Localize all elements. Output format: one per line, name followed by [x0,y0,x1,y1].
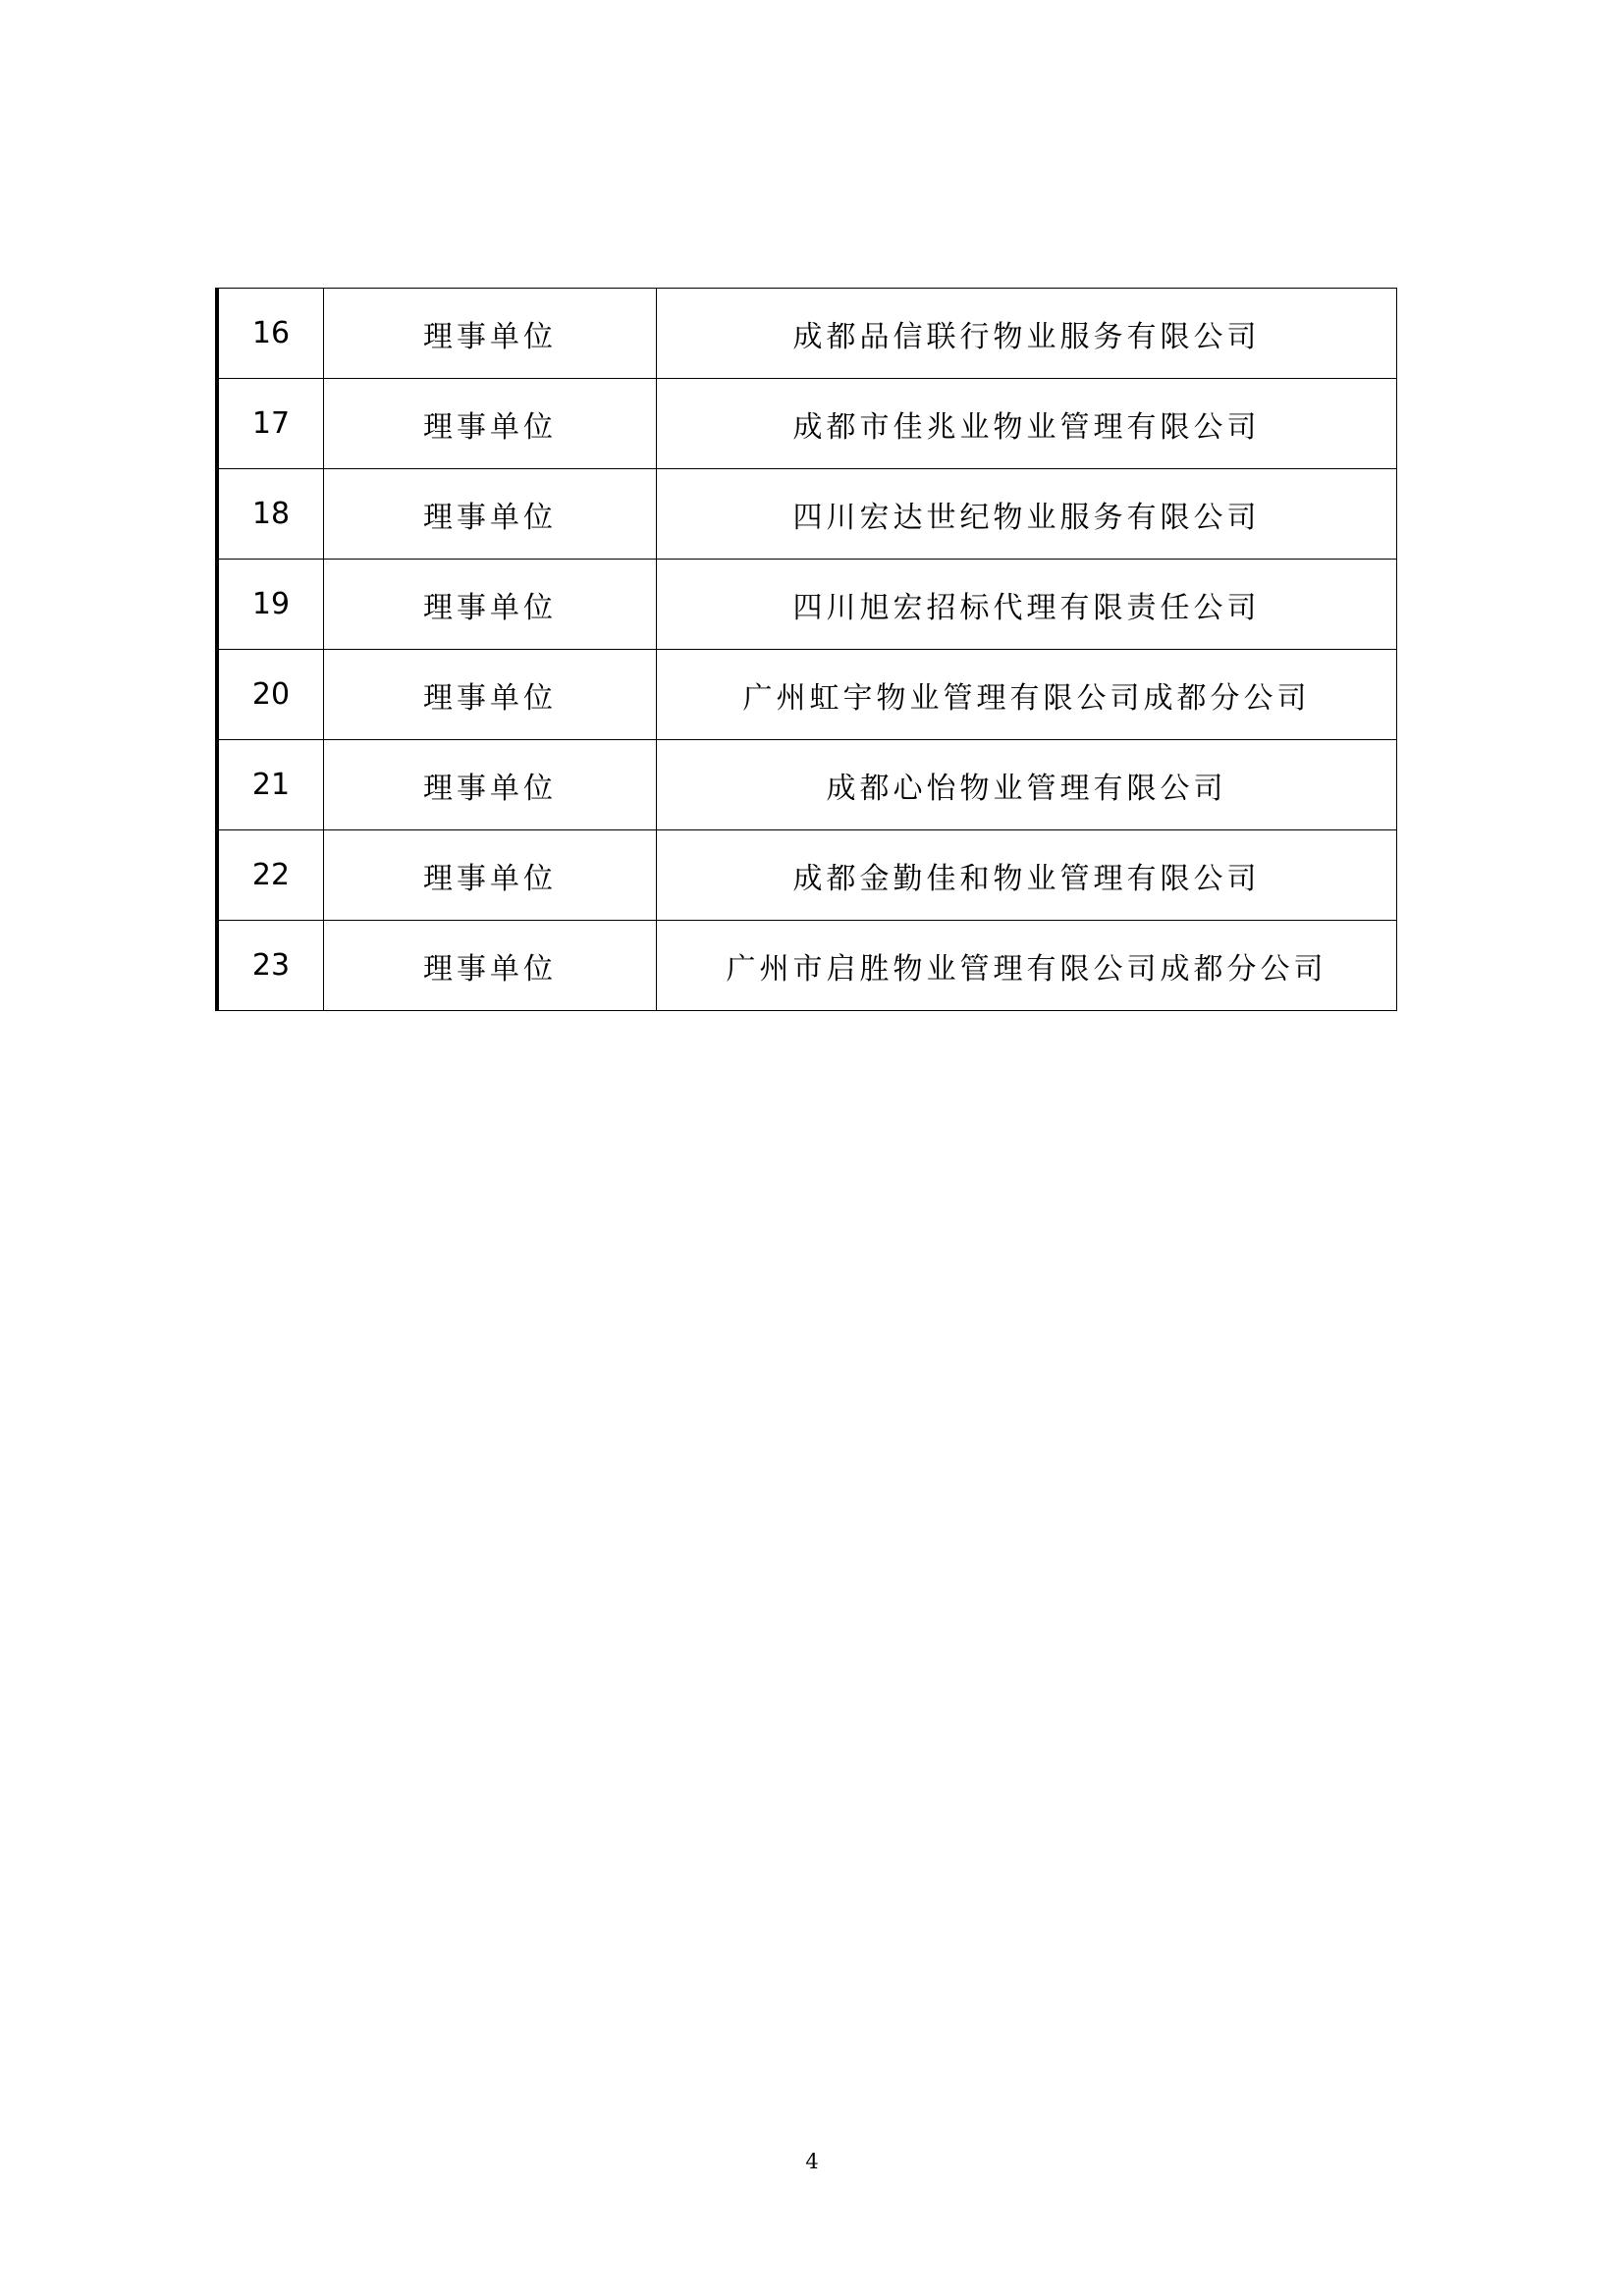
row-number: 16 [217,289,324,379]
member-type: 理事单位 [324,830,657,921]
row-number: 19 [217,560,324,650]
row-number: 17 [217,379,324,469]
table-row [217,650,1397,740]
table-row [217,830,1397,921]
row-number: 20 [217,650,324,740]
member-type: 理事单位 [324,289,657,379]
row-number: 18 [217,469,324,560]
table-row [217,560,1397,650]
table-row [217,379,1397,469]
company-name: 成都品信联行物业服务有限公司 [657,289,1397,379]
company-name: 成都市佳兆业物业管理有限公司 [657,379,1397,469]
member-type: 理事单位 [324,650,657,740]
member-type: 理事单位 [324,740,657,830]
company-name: 四川宏达世纪物业服务有限公司 [657,469,1397,560]
member-type: 理事单位 [324,560,657,650]
table-row [217,740,1397,830]
member-type: 理事单位 [324,379,657,469]
table-row [217,469,1397,560]
page-number: 4 [805,2150,819,2173]
member-type: 理事单位 [324,921,657,1011]
row-number: 22 [217,830,324,921]
company-name: 成都心怡物业管理有限公司 [657,740,1397,830]
company-name: 广州市启胜物业管理有限公司成都分公司 [657,921,1397,1011]
row-number: 21 [217,740,324,830]
table-row [217,289,1397,379]
row-number: 23 [217,921,324,1011]
member-table-body [217,289,1397,1011]
company-name: 成都金勤佳和物业管理有限公司 [657,830,1397,921]
member-table [215,288,1397,1011]
company-name: 四川旭宏招标代理有限责任公司 [657,560,1397,650]
table-row [217,921,1397,1011]
company-name: 广州虹宇物业管理有限公司成都分公司 [657,650,1397,740]
member-type: 理事单位 [324,469,657,560]
